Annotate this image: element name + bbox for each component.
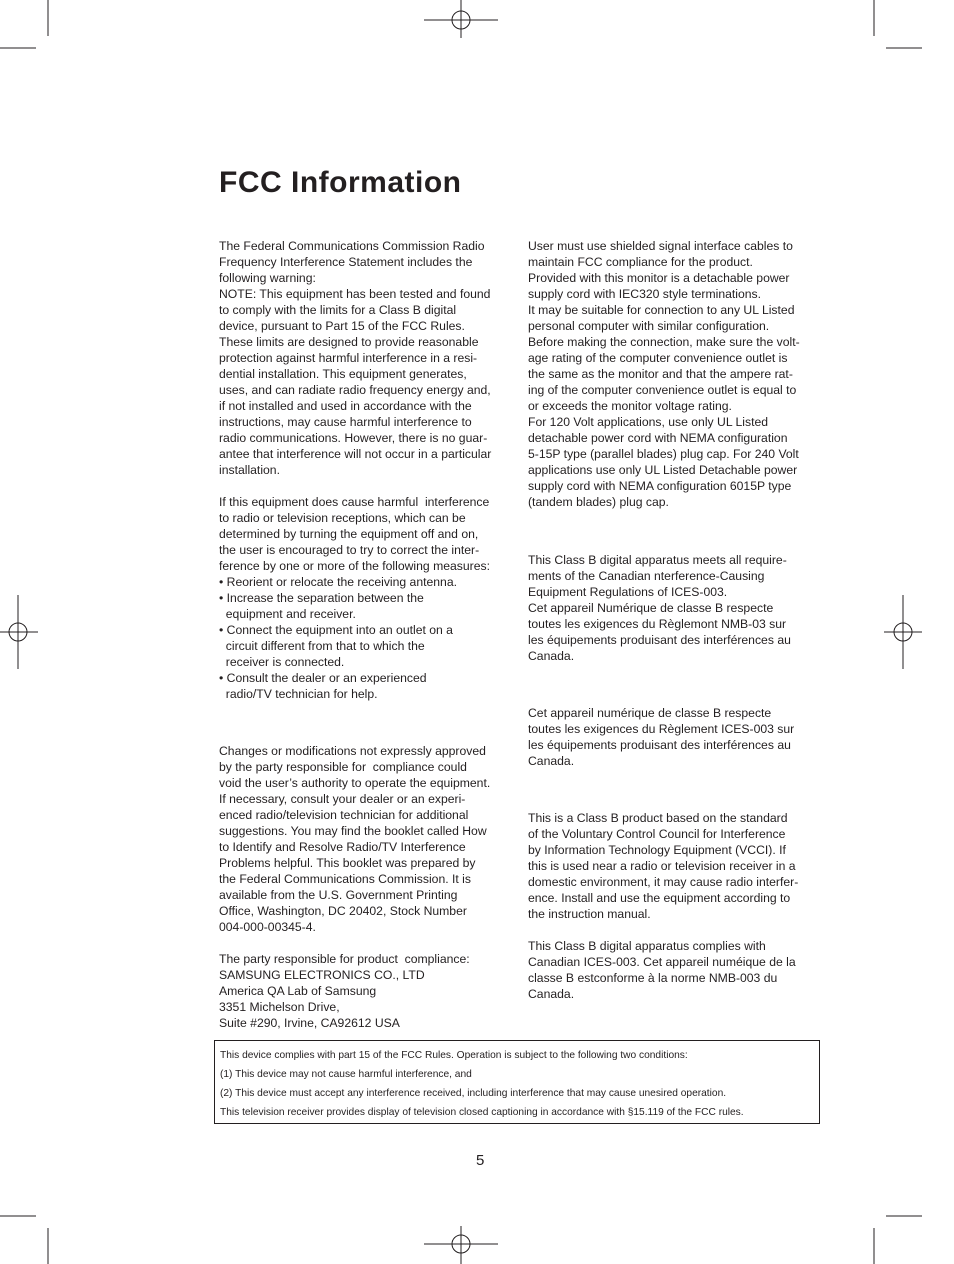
paragraph bbox=[219, 238, 511, 478]
right-column bbox=[528, 238, 820, 1002]
text-line: 3351 Michelson Drive, bbox=[219, 1000, 340, 1014]
text-line: by the party responsible for compliance could bbox=[219, 760, 467, 774]
text-line: The party responsible for product compliance: bbox=[219, 952, 470, 966]
text-line: Changes or modifications not expressly approved bbox=[219, 744, 486, 758]
paragraph bbox=[528, 705, 820, 769]
text-line: antee that interference will not occur in a particular bbox=[219, 447, 492, 461]
text-line: or exceeds the monitor voltage rating. bbox=[528, 399, 732, 413]
text-line: dential installation. This equipment generates, bbox=[219, 367, 467, 381]
text-line: toutes les exigences du Règlemont NMB-03 sur bbox=[528, 617, 787, 631]
text-line: installation. bbox=[219, 463, 280, 477]
text-line: Equipment Regulations of ICES-003. bbox=[528, 585, 728, 599]
text-line: protection against harmful interference in a resi- bbox=[219, 351, 478, 365]
text-line: les équipements produisant des interférences au bbox=[528, 633, 791, 647]
text-line: enced radio/television technician for additional bbox=[219, 808, 469, 822]
text-line: classe B estconforme à la norme NMB-003 du bbox=[528, 971, 778, 985]
text-line: • Reorient or relocate the receiving antenna. bbox=[219, 575, 458, 589]
text-line: Provided with this monitor is a detachable power bbox=[528, 271, 790, 285]
text-line: Canadian ICES-003. Cet appareil numéique de la bbox=[528, 955, 796, 969]
page-title: FCC Information bbox=[219, 166, 462, 199]
text-line: suggestions. You may find the booklet called How bbox=[219, 824, 487, 838]
text-line: radio communications. However, there is no guar- bbox=[219, 431, 488, 445]
text-line: Office, Washington, DC 20402, Stock Number bbox=[219, 904, 467, 918]
text-line: available from the U.S. Government Printing bbox=[219, 888, 458, 902]
text-line: the same as the monitor and that the ampere rat- bbox=[528, 367, 793, 381]
text-line: If this equipment does cause harmful interference bbox=[219, 495, 490, 509]
text-line: by Information Technology Equipment (VCCI). If bbox=[528, 843, 786, 857]
text-line: NOTE: This equipment has been tested and found bbox=[219, 287, 491, 301]
text-line: This is a Class B product based on the standard bbox=[528, 811, 788, 825]
notice-line: (2) This device must accept any interference received, including interference that may cause unesired operation. bbox=[220, 1088, 727, 1099]
text-line: receiver is connected. bbox=[219, 655, 345, 669]
text-line: if not installed and used in accordance with the bbox=[219, 399, 472, 413]
text-line: to comply with the limits for a Class B digital bbox=[219, 303, 457, 317]
text-line: This Class B digital apparatus meets all require- bbox=[528, 553, 787, 567]
text-line: This Class B digital apparatus complies with bbox=[528, 939, 766, 953]
text-line: circuit different from that to which the bbox=[219, 639, 425, 653]
text-line: the Federal Communications Commission. It is bbox=[219, 872, 471, 886]
notice-line: This television receiver provides display of television closed captioning in accordance with §15.119 of the FCC rules. bbox=[220, 1107, 744, 1118]
text-line: Canada. bbox=[528, 649, 575, 663]
text-line: of the Voluntary Control Council for Interference bbox=[528, 827, 786, 841]
text-line: 5-15P type (parallel blades) plug cap. For 240 Volt bbox=[528, 447, 799, 461]
text-line: Problems helpful. This booklet was prepared by bbox=[219, 856, 476, 870]
notice-line: (1) This device may not cause harmful interference, and bbox=[220, 1069, 472, 1080]
text-line: following warning: bbox=[219, 271, 316, 285]
text-line: (tandem blades) plug cap. bbox=[528, 495, 669, 509]
text-line: 004-000-00345-4. bbox=[219, 920, 316, 934]
text-line: equipment and receiver. bbox=[219, 607, 356, 621]
page-number: 5 bbox=[476, 1152, 485, 1169]
text-line: les équipements produisant des interférences au bbox=[528, 738, 791, 752]
paragraph bbox=[528, 238, 820, 510]
text-line: SAMSUNG ELECTRONICS CO., LTD bbox=[219, 968, 425, 982]
text-line: These limits are designed to provide reasonable bbox=[219, 335, 479, 349]
text-line: • Increase the separation between the bbox=[219, 591, 424, 605]
text-line: ments of the Canadian nterference-Causing bbox=[528, 569, 765, 583]
text-line: instructions, may cause harmful interference to bbox=[219, 415, 472, 429]
text-line: • Consult the dealer or an experienced bbox=[219, 671, 427, 685]
text-line: the instruction manual. bbox=[528, 907, 651, 921]
fcc-compliance-notice-box bbox=[214, 1040, 820, 1124]
text-line: determined by turning the equipment off and on, bbox=[219, 527, 479, 541]
text-line: the user is encouraged to try to correct the inter- bbox=[219, 543, 480, 557]
text-line: detachable power cord with NEMA configuration bbox=[528, 431, 788, 445]
paragraph bbox=[528, 810, 820, 922]
text-line: Frequency Interference Statement includes the bbox=[219, 255, 473, 269]
paragraph bbox=[219, 743, 511, 935]
text-line: supply cord with NEMA configuration 6015P type bbox=[528, 479, 792, 493]
text-line: age rating of the computer convenience outlet is bbox=[528, 351, 788, 365]
text-line: ference by one or more of the following measures: bbox=[219, 559, 490, 573]
text-line: Canada. bbox=[528, 987, 575, 1001]
paragraph bbox=[219, 951, 511, 1031]
text-line: For 120 Volt applications, use only UL Listed bbox=[528, 415, 769, 429]
text-line: User must use shielded signal interface cables to bbox=[528, 239, 793, 253]
notice-line: This device complies with part 15 of the FCC Rules. Operation is subject to the following two conditions: bbox=[220, 1050, 688, 1061]
text-line: • Connect the equipment into an outlet on a bbox=[219, 623, 453, 637]
paragraph bbox=[219, 494, 511, 702]
paragraph bbox=[528, 552, 820, 664]
text-line: to radio or television receptions, which can be bbox=[219, 511, 466, 525]
text-line: The Federal Communications Commission Radio bbox=[219, 239, 485, 253]
text-line: ing of the computer convenience outlet is equal to bbox=[528, 383, 797, 397]
text-line: Cet appareil Numérique de classe B respecte bbox=[528, 601, 774, 615]
text-line: Cet appareil numérique de classe B respecte bbox=[528, 706, 772, 720]
text-line: toutes les exigences du Règlement ICES-003 sur bbox=[528, 722, 795, 736]
text-line: to Identify and Resolve Radio/TV Interference bbox=[219, 840, 466, 854]
text-line: It may be suitable for connection to any UL Listed bbox=[528, 303, 795, 317]
paragraph bbox=[528, 938, 820, 1002]
text-line: personal computer with similar configuration. bbox=[528, 319, 770, 333]
text-line: this is used near a radio or television receiver in a bbox=[528, 859, 796, 873]
left-column bbox=[219, 238, 511, 1031]
text-line: America QA Lab of Samsung bbox=[219, 984, 377, 998]
text-line: Suite #290, Irvine, CA92612 USA bbox=[219, 1016, 400, 1030]
text-line: Before making the connection, make sure the volt- bbox=[528, 335, 800, 349]
text-line: Canada. bbox=[528, 754, 575, 768]
text-line: radio/TV technician for help. bbox=[219, 687, 378, 701]
text-line: ence. Install and use the equipment according to bbox=[528, 891, 791, 905]
text-line: void the user’s authority to operate the equipment. bbox=[219, 776, 491, 790]
text-line: If necessary, consult your dealer or an experi- bbox=[219, 792, 466, 806]
text-line: device, pursuant to Part 15 of the FCC Rules. bbox=[219, 319, 465, 333]
text-line: domestic environment, it may cause radio interfer- bbox=[528, 875, 799, 889]
text-line: maintain FCC compliance for the product. bbox=[528, 255, 753, 269]
text-line: applications use only UL Listed Detachable power bbox=[528, 463, 798, 477]
text-line: uses, and can radiate radio frequency energy and, bbox=[219, 383, 491, 397]
text-line: supply cord with IEC320 style terminations. bbox=[528, 287, 762, 301]
